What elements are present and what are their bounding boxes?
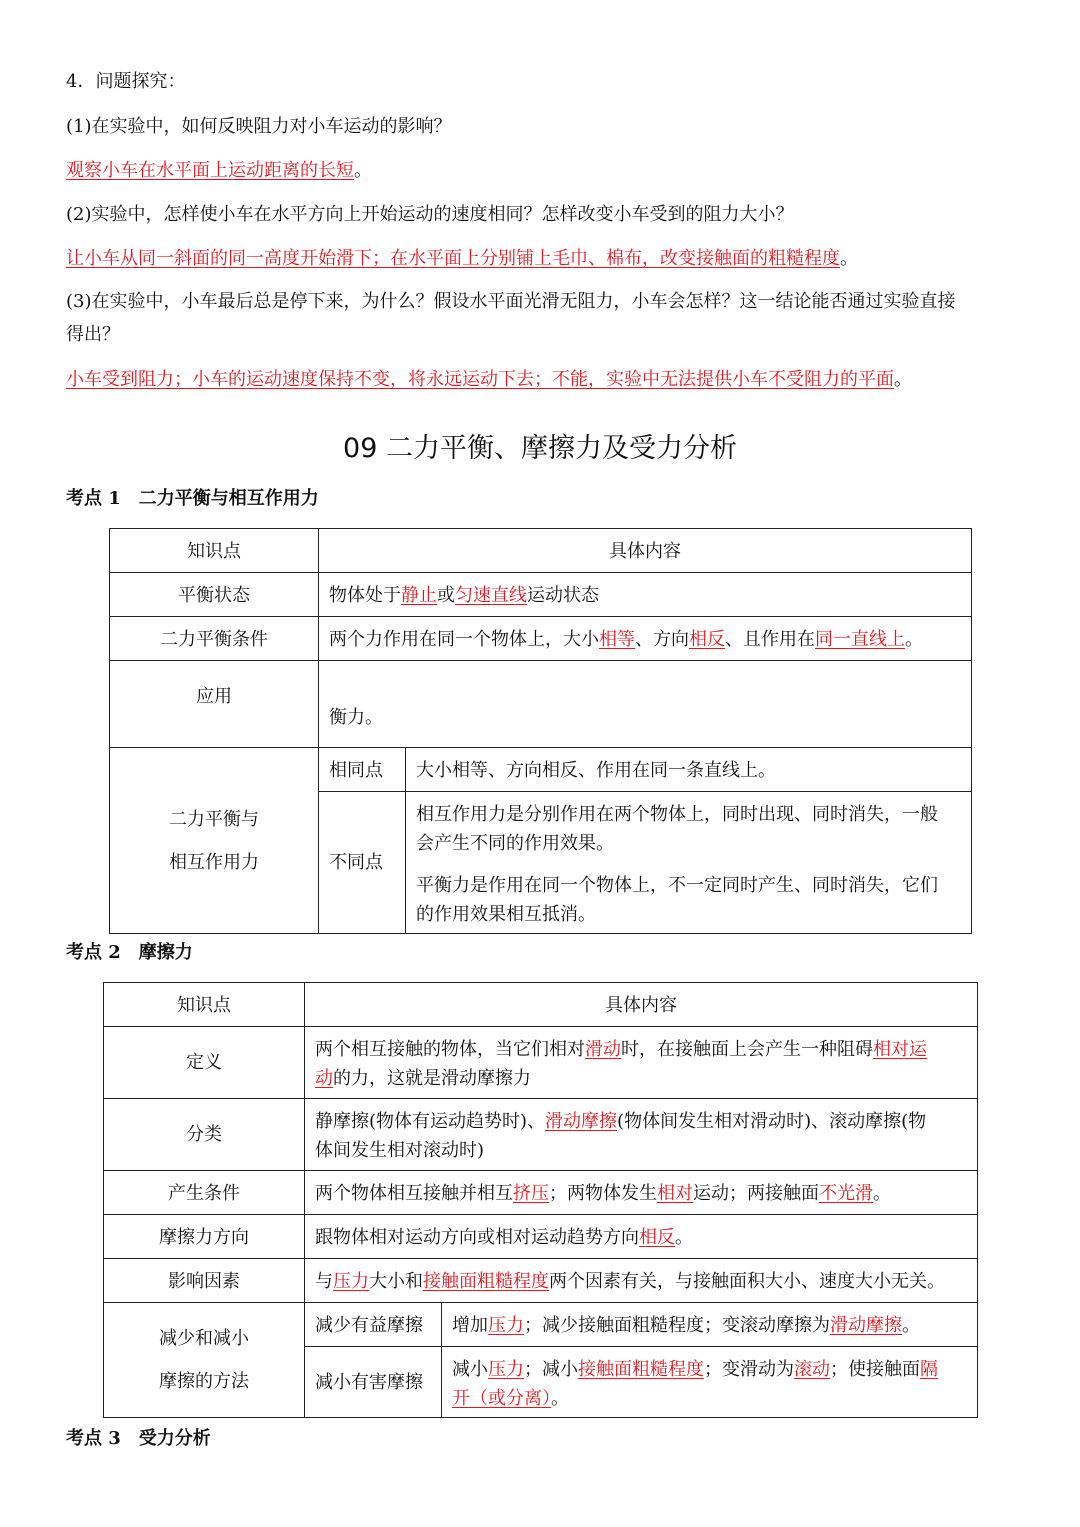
answer-1-text: 观察小车在水平面上运动距离的长短 — [66, 160, 354, 181]
same-label: 相同点 — [319, 748, 406, 792]
row-key: 摩擦力方向 — [104, 1215, 305, 1259]
row-key: 二力平衡与 相互作用力 — [110, 748, 319, 934]
row-key: 产生条件 — [104, 1171, 305, 1215]
chapter-title: 09 二力平衡、摩擦力及受力分析 — [343, 433, 737, 464]
row-content: 物体处于静止或匀速直线运动状态 — [319, 573, 972, 617]
decrease-text: 减小压力；减小接触面粗糙程度；变滑动为滚动；使接触面隔 开（或分离）。 — [442, 1347, 978, 1418]
kp2-label: 考点 2 — [66, 942, 121, 963]
increase-label: 减少有益摩擦 — [305, 1303, 442, 1347]
diff-text: 相互作用力是分别作用在两个物体上，同时出现、同时消失，一般 会产生不同的作用效果。 平衡力是作用在同一个物体上，不一定同时产生、同时消失，它们 的作用效果相互抵消。 — [406, 792, 972, 934]
table-row — [110, 573, 972, 617]
row-key: 分类 — [104, 1099, 305, 1171]
kp1-table — [109, 528, 972, 934]
decrease-label: 减小有害摩擦 — [305, 1347, 442, 1418]
kp1-col-header-2: 具体内容 — [319, 529, 972, 573]
kp1-title: 二力平衡与相互作用力 — [138, 488, 319, 509]
punct: 。 — [840, 248, 858, 269]
row-content: 跟物体相对运动方向或相对运动趋势方向相反。 — [305, 1215, 978, 1259]
answer-3-text: 小车受到阻力；小车的运动速度保持不变，将永远运动下去；不能，实验中无法提供小车不受阻力的平面 — [66, 369, 894, 390]
table-row — [104, 1171, 978, 1215]
answer-2-text: 让小车从同一斜面的同一高度开始滑下；在水平面上分别铺上毛巾、棉布，改变接触面的粗糙程度 — [66, 248, 840, 269]
row-key: 减少和减小 摩擦的方法 — [104, 1303, 305, 1418]
row-key: 二力平衡条件 — [110, 617, 319, 661]
row-key: 应用 — [110, 661, 319, 748]
kp2-heading — [66, 938, 193, 964]
table-row — [110, 617, 972, 661]
kp2-col-header-1: 知识点 — [104, 983, 305, 1027]
answer-2 — [66, 243, 858, 275]
same-text: 大小相等、方向相反、作用在同一条直线上。 — [406, 748, 972, 792]
kp1-col-header-1: 知识点 — [110, 529, 319, 573]
answer-1 — [66, 155, 372, 187]
row-key: 平衡状态 — [110, 573, 319, 617]
table-row — [104, 1215, 978, 1259]
row-content: 静摩擦(物体有运动趋势时)、滑动摩擦(物体间发生相对滑动时)、滚动摩擦(物 体间发生相对滚动时) — [305, 1099, 978, 1171]
kp1-heading — [66, 484, 319, 510]
kp3-heading — [66, 1424, 211, 1450]
row-content: 两个力作用在同一个物体上，大小相等、方向相反、且作用在同一直线上。 — [319, 617, 972, 661]
answer-3 — [66, 364, 912, 396]
table-row — [104, 1027, 978, 1099]
section-heading: 4．问题探究： — [66, 71, 186, 92]
row-content: 衡力。 — [319, 661, 972, 748]
kp1-label: 考点 1 — [66, 488, 121, 509]
row-key: 定义 — [104, 1027, 305, 1099]
question-2: (2)实验中，怎样使小车在水平方向上开始运动的速度相同？怎样改变小车受到的阻力大小？ — [66, 204, 794, 225]
increase-text: 增加压力；减少接触面粗糙程度；变滚动摩擦为滑动摩擦。 — [442, 1303, 978, 1347]
row-content: 两个相互接触的物体，当它们相对滑动时，在接触面上会产生一种阻碍相对运 动的力，这就是滑动摩擦力 — [305, 1027, 978, 1099]
diff-label: 不同点 — [319, 792, 406, 934]
table-row — [110, 748, 972, 792]
kp2-table — [103, 982, 978, 1418]
table-row — [104, 1303, 978, 1347]
punct: 。 — [354, 160, 372, 181]
question-1: (1)在实验中，如何反映阻力对小车运动的影响？ — [66, 116, 452, 137]
question-3-line2: 得出？ — [66, 324, 120, 345]
table-row — [110, 661, 972, 748]
kp3-title: 受力分析 — [138, 1428, 211, 1449]
row-key: 影响因素 — [104, 1259, 305, 1303]
punct: 。 — [894, 369, 912, 390]
table-row — [104, 1259, 978, 1303]
kp2-title: 摩擦力 — [138, 942, 193, 963]
row-content: 与压力大小和接触面粗糙程度两个因素有关，与接触面积大小、速度大小无关。 — [305, 1259, 978, 1303]
table-row — [104, 1099, 978, 1171]
kp3-label: 考点 3 — [66, 1428, 121, 1449]
question-3-line1: (3)在实验中，小车最后总是停下来，为什么？假设水平面光滑无阻力，小车会怎样？这一结论能否通过实验直接 — [66, 291, 956, 312]
kp2-col-header-2: 具体内容 — [305, 983, 978, 1027]
row-content: 两个物体相互接触并相互挤压；两物体发生相对运动；两接触面不光滑。 — [305, 1171, 978, 1215]
